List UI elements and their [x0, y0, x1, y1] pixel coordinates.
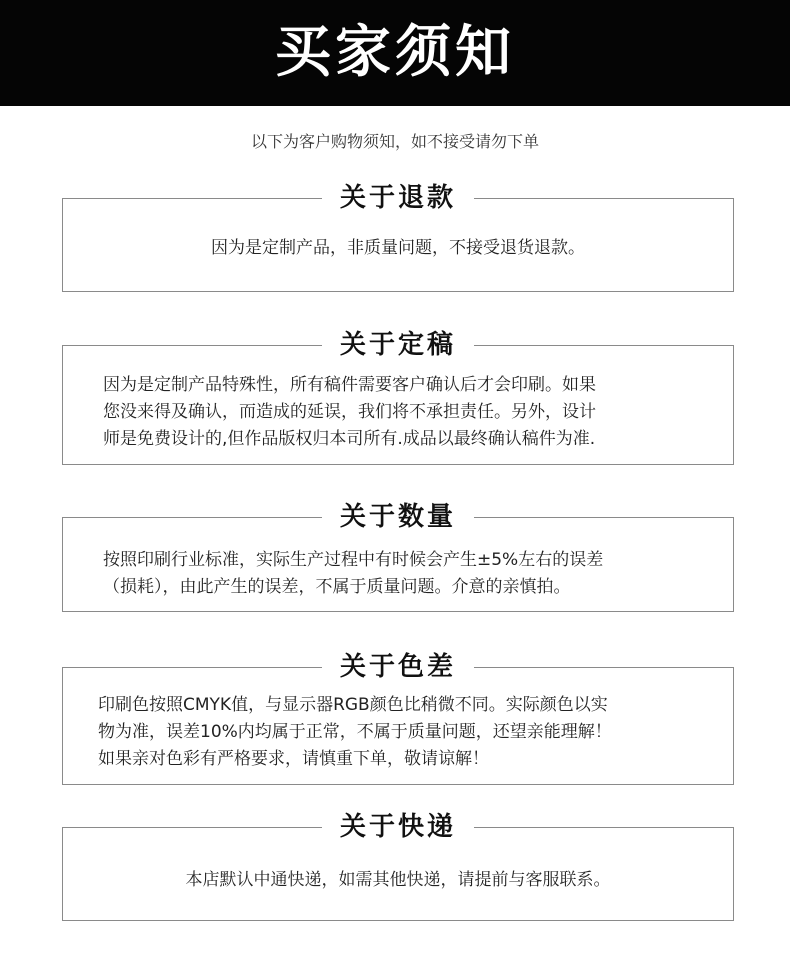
section-body [63, 547, 733, 601]
section-draft [62, 330, 734, 465]
section-line: 本店默认中通快递，如需其他快递，请提前与客服联系。 [185, 870, 611, 890]
section-line: 因为是定制产品，非质量问题，不接受退货退款。 [211, 238, 585, 258]
section-line: 因为是定制产品特殊性，所有稿件需要客户确认后才会印刷。如果 [103, 375, 596, 395]
section-body [63, 867, 733, 894]
section-line: （损耗），由此产生的误差，不属于质量问题。介意的亲慎拍。 [103, 577, 571, 597]
section-line: 您没来得及确认，而造成的延误，我们将不承担责任。另外，设计 [103, 402, 596, 422]
section-line: 师是免费设计的,但作品版权归本司所有.成品以最终确认稿件为准. [103, 429, 596, 449]
section-line: 如果亲对色彩有严格要求，请慎重下单，敬请谅解！ [98, 749, 489, 769]
intro-text: 以下为客户购物须知，如不接受请勿下单 [250, 132, 539, 151]
section-color-difference [62, 652, 734, 785]
section-title: 关于退款 [322, 181, 474, 215]
header-banner [0, 0, 790, 106]
section-body [63, 372, 733, 453]
section-refund [62, 183, 734, 292]
section-line: 物为准，误差10%内均属于正常，不属于质量问题，还望亲能理解！ [98, 722, 612, 742]
section-title: 关于快递 [322, 810, 474, 844]
section-shipping [62, 812, 734, 921]
section-line: 印刷色按照CMYK值，与显示器RGB颜色比稍微不同。实际颜色以实 [98, 695, 608, 715]
section-title: 关于色差 [322, 650, 474, 684]
section-quantity [62, 502, 734, 612]
section-title: 关于数量 [322, 500, 474, 534]
section-title: 关于定稿 [322, 328, 474, 362]
section-body [63, 692, 733, 773]
section-line: 按照印刷行业标准，实际生产过程中有时候会产生±5%左右的误差 [103, 550, 604, 570]
section-body [63, 235, 733, 262]
page-title: 买家须知 [275, 20, 515, 85]
